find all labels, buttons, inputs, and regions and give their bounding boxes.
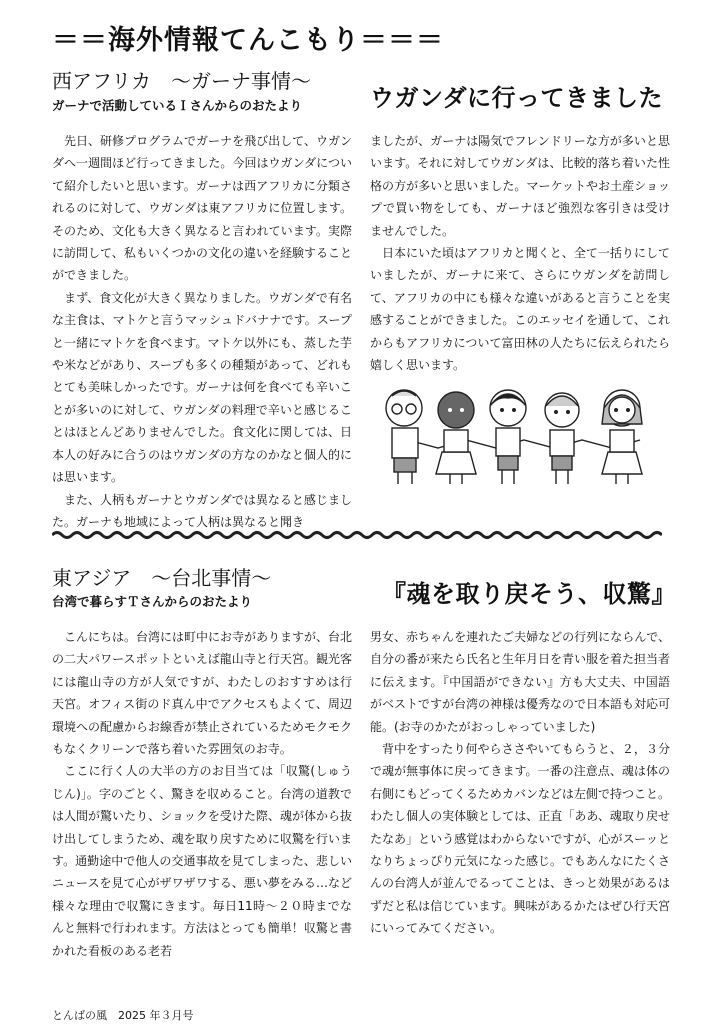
paragraph: 背中をすったり何やらささやいてもらうと、２，３分で魂が無事体に戻ってきます。一番の注意点、魂は体の右側にもどってくるためカバンなどは左側で持つこと。わたし個人の実体験としては、正直「ああ、魂取り戻せたなあ」という感覚はわからないですが、心がスーッとなりちょっぴり元気になった感じ。でもあんなにたくさんの台湾人が並んでるってことは、きっと効果があるはずだと私は信じています。興味があるかたはぜひ行天宮にいってみてください。 xyxy=(370,742,671,936)
children-holding-hands-illustration xyxy=(378,378,666,488)
section2-headline: 『魂を取り戻そう、収驚』 xyxy=(382,580,676,608)
paragraph: ここに行く人の大半の方のお目当ては「収驚(しゅうじん)」。字のごとく、驚きを収めること。台湾の道教では人間が驚いたり、ショックを受けた際、魂が体から抜け出してしまうため、魂を取り戻すために収驚を行います。通勤途中で他人の交通事故を見てしまった、悲しいニュースを見て心がザワザワする、悪い夢をみる…など様々な理由で収驚にきます。毎日11時～２０時までなんと無料で行われます。方法はとっても簡単！収驚と書かれた看板のある老若 xyxy=(52,764,352,958)
section1-left-column xyxy=(52,130,352,533)
section2-right-column xyxy=(370,626,670,940)
section1-subtitle: ガーナで活動しているＩさんからのおたより xyxy=(52,98,303,113)
paragraph: 男女、赤ちゃんを連れたご夫婦などの行列にならんで、自分の番が来たら氏名と生年月日を青い服を着た担当者に伝えます。『中国語ができない』方も大丈夫、中国語がベストですが台湾の神様は優秀なので日本語も対応可能。(お寺のかたがおっしゃっていました) xyxy=(370,630,671,734)
section1-title: 西アフリカ ～ガーナ事情～ xyxy=(52,69,311,93)
paragraph: また、人柄もガーナとウガンダでは異なると感じました。ガーナも地域によって人柄は異なると聞き xyxy=(52,492,352,529)
page-footer: とんばの風 2025 年３月号 xyxy=(52,1009,194,1022)
paragraph: まず、食文化が大きく異なりました。ウガンダで有名な主食は、マトケと言うマッシュドバナナです。スープと一緒にマトケを食べます。マトケ以外にも、蒸した芋や米などがあり、スープも多くの種類があって、どれもとても美味しかったです。ガーナは何を食べても辛いことが多いのに対して、ウガンダの料理で辛いと感じることはほとんどありませんでした。食文化に関しては、日本人の好みに合うのはウガンダの方なのかなと個人的には思います。 xyxy=(52,290,353,485)
section-divider xyxy=(52,530,662,540)
section1-right-column xyxy=(370,130,670,376)
section2-left-column xyxy=(52,626,352,962)
page-header-title: ＝＝海外情報てんこもり＝＝＝ xyxy=(52,25,444,56)
paragraph: 先日、研修プログラムでガーナを飛び出して、ウガンダへ一週間ほど行ってきました。今回はウガンダについて紹介したいと思います。ガーナは西アフリカに分類されるのに対して、ウガンダは東アフリカに位置します。そのため、文化も大きく異なると言われています。実際に訪問して、私もいくつかの文化の違いを経験することができました。 xyxy=(52,134,352,283)
section2-subtitle: 台湾で暮らすＴさんからのおたより xyxy=(52,594,253,609)
paragraph: こんにちは。台湾には町中にお寺がありますが、台北の二大パワースポットといえば龍山寺と行天宮。観光客には龍山寺の方が人気ですが、わたしのおすすめは行天宮。オフィス街のド真ん中でアクセスもよくて、周辺環境への配慮からお線香が禁止されているためモクモクもなくクリーンで落ち着いた雰囲気のお寺。 xyxy=(52,630,353,757)
paragraph: ましたが、ガーナは陽気でフレンドリーな方が多いと思います。それに対してウガンダは、比較的落ち着いた性格の方が多いと思いました。マーケットやお土産ショップで買い物をしても、ガーナほど強烈な客引きは受けませんでした。 xyxy=(370,134,670,238)
section2-title: 東アジア ～台北事情～ xyxy=(52,566,272,590)
section1-headline: ウガンダに行ってきました xyxy=(370,84,664,112)
paragraph: 日本にいた頃はアフリカと聞くと、全て一括りにしていましたが、ガーナに来て、さらにウガンダを訪問して、アフリカの中にも様々な違いがあると言うことを実感することができました。このエッセイを通して、これからもアフリカについて富田林の人たちに伝えられたら嬉しく思います。 xyxy=(370,246,670,373)
